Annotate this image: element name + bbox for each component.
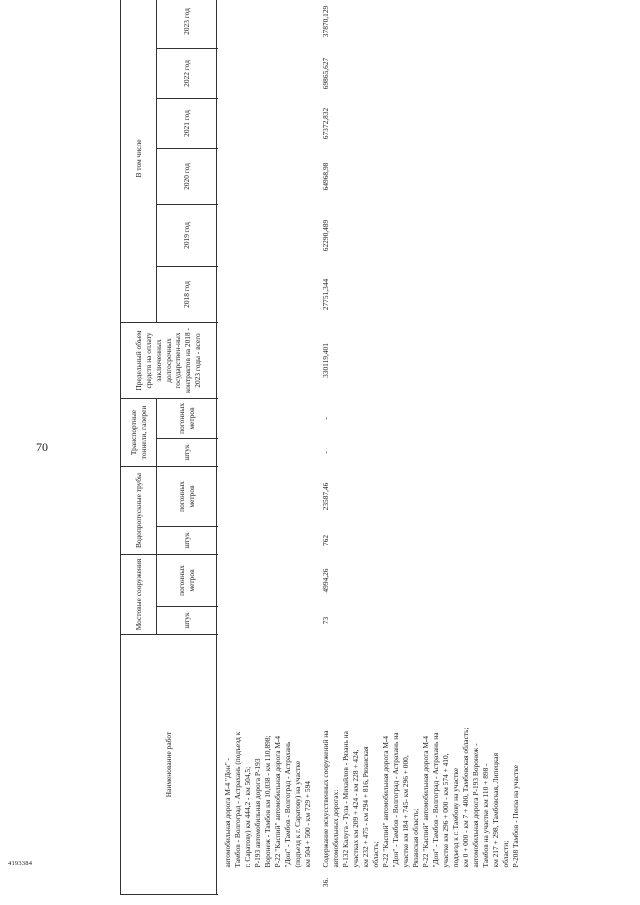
header-tunnels-m: погонных метров xyxy=(157,398,217,438)
cell-pipes-pcs: 762 xyxy=(320,534,330,547)
header-2022: 2022 год xyxy=(157,48,217,98)
cell-tunnels-m: - xyxy=(320,417,330,420)
page-number: 70 xyxy=(36,440,48,454)
header-limit: Предельный объем средств на оплату заключенных долгосрочных государствен-ных контрактов на 2018 - 2023 годы - всего xyxy=(121,322,217,398)
header-tunnels-pcs: штук xyxy=(157,439,217,467)
header-bridges-pcs: штук xyxy=(157,607,217,635)
works-table xyxy=(120,0,523,895)
header-including: В том числе xyxy=(121,0,157,322)
cell-bridges-pcs: 73 xyxy=(320,616,330,625)
header-pipes-m: погонных метров xyxy=(157,467,217,527)
continuation-row xyxy=(217,0,315,895)
header-name: Наименование работ xyxy=(121,635,217,895)
cell-2019: 62290,489 xyxy=(320,219,330,252)
cell-2020: 64968,98 xyxy=(320,162,330,191)
row-name: Содержание искусственных сооружений на автомобильных дорогах: Р-132 Калуга - Тула - Михайлов - Рязань на участках км 209 + 424 - км 228 + 424, км 232 + 475 - км 294 + 816, Рязанская область; Р-22 "Каспий" автомобильная дорога М-4 "Дон" - Тамбов - Волгоград - Астрахань на участке км 184 + 745- км 296 + 000, Рязанская область; Р-22 "Каспий" автомобильная дорога М-4 "Дон" - Тамбов - Волгоград - Астрахань на участке км 296 + 000 - км 574 + 410, подъезд к г. Тамбову на участке км 0 + 000 - км 7 + 400, Тамбовская область; автомобильная дорога Р-193 Воронеж - Тамбов на участке км 110 + 898 - км 217 + 298, Тамбовская, Липецкая области; Р-208 Тамбов - Пенза на участке xyxy=(320,727,520,868)
header-pipes-pcs: штук xyxy=(157,527,217,555)
header-2019: 2019 год xyxy=(157,204,217,266)
cell-limit: 330119,401 xyxy=(320,343,330,378)
header-bridges-m: погонных метров xyxy=(157,555,217,607)
header-2021: 2021 год xyxy=(157,98,217,148)
cell-2018: 27751,344 xyxy=(320,278,330,311)
cell-pipes-m: 23587,46 xyxy=(320,482,330,511)
document-id: 4193384 xyxy=(8,860,33,867)
cell-tunnels-pcs: - xyxy=(320,451,330,454)
continuation-text: автомобильная дорога М-4 "Дон" - Тамбов - Волгоград - Астрахань (подъезд к г. Саратову) км 444,2 - км 504,5; Р-193 автомобильная дорога Р-193 Воронеж - Тамбов км 10,038 - км 110,898; Р-22 "Каспий" автомобильная дорога М-4 "Дон" - Тамбов - Волгоград - Астрахань (подъезд к г. Саратову) на участке км 504 + 500 - км 729 + 594 xyxy=(223,731,312,868)
rotated-table-area xyxy=(120,5,580,895)
header-2018: 2018 год xyxy=(157,266,217,322)
cell-2021: 67372,832 xyxy=(320,107,330,140)
cell-2023: 37870,129 xyxy=(320,5,330,38)
header-tunnels: Транспортные тоннели, галереи xyxy=(121,398,157,466)
header-bridges: Мостовые сооружения xyxy=(121,555,157,635)
header-2020: 2020 год xyxy=(157,148,217,204)
header-pipes: Водопропускные трубы xyxy=(121,467,157,555)
cell-2022: 69865,627 xyxy=(320,57,330,90)
table-row xyxy=(315,0,523,895)
header-2023: 2023 год xyxy=(157,0,217,48)
cell-bridges-m: 4994,26 xyxy=(320,568,330,593)
row-number: 36. xyxy=(320,877,330,888)
